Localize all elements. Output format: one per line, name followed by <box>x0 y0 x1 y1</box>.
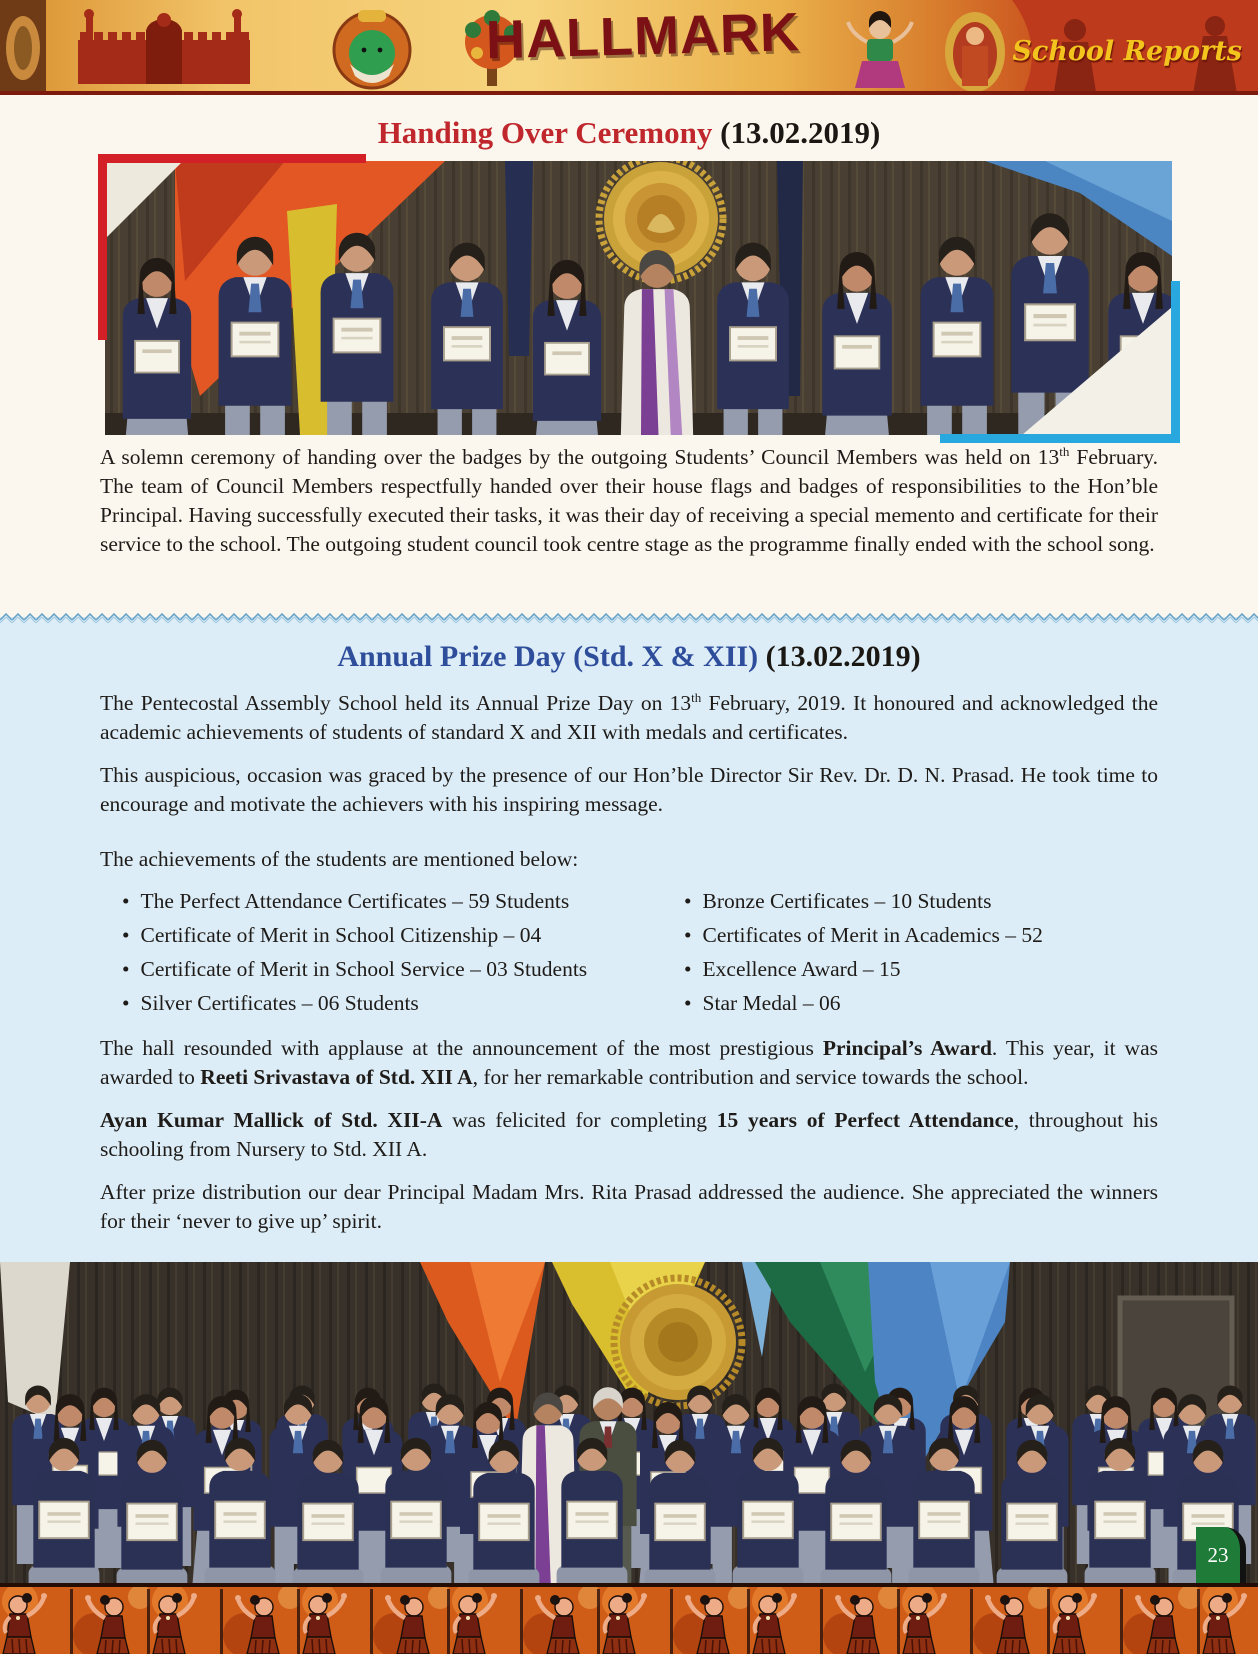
paragraph-text: February, 2019. It honoured and acknowledged the academic achievements of students of standard X and XII with medals and certificates. <box>100 691 1158 744</box>
heading-text: Annual Prize Day (Std. X & XII) <box>337 640 759 673</box>
paragraph-text: A solemn ceremony of handing over the badges by the outgoing Students’ Council Members was held on 13 <box>100 445 1060 469</box>
photo-corner-fold-bottomright <box>1022 307 1172 435</box>
paragraph-text: . This year, it was awarded to <box>100 1036 1158 1089</box>
list-item: • The Perfect Attendance Certificates – 59 Students <box>122 884 662 918</box>
list-item: • Bronze Certificates – 10 Students <box>684 884 1158 918</box>
paragraph-text: was felicited for completing <box>442 1108 717 1132</box>
photo-corner-fold-topleft <box>105 161 183 239</box>
handing-over-photo <box>105 161 1172 435</box>
achievements-intro: The achievements of the students are mentioned below: <box>100 847 579 871</box>
heading-date: (13.02.2019) <box>712 115 881 150</box>
achievements-list-right <box>662 884 1158 1020</box>
page-number: 23 <box>1207 1542 1229 1567</box>
list-item: • Certificate of Merit in School Citizenship – 04 <box>122 918 662 952</box>
achievements-list-left <box>100 884 662 1020</box>
paragraph-text: , throughout his schooling from Nursery to Std. XII A. <box>100 1108 1159 1161</box>
list-item: • Certificates of Merit in Academics – 52 <box>684 918 1158 952</box>
photo-frame-red-top <box>98 154 366 163</box>
student-name: Ayan Kumar Mallick of Std. XII-A <box>100 1108 443 1132</box>
photo-frame-cyan-right <box>1171 281 1180 443</box>
list-item: • Excellence Award – 15 <box>684 952 1158 986</box>
photo-frame-red-left <box>98 154 107 340</box>
prize-day-intro-paragraph <box>100 689 1158 747</box>
attendance-paragraph <box>100 1106 1158 1164</box>
wavy-divider <box>0 611 1258 623</box>
heading-text: Handing Over Ceremony <box>377 115 713 150</box>
magazine-title: HALLMARK <box>485 2 801 71</box>
achievements-list <box>100 884 1158 1020</box>
paragraph-text: February. The team of Council Members respectfully handed over their house flags and badges of responsibilities to the Hon’ble Principal. Having successfully executed their tasks, it was their day of receiving a special memento and certificate for their service to the school. The outgoing student council took centre stage as the programme finally ended with the school song. <box>100 445 1158 556</box>
prize-day-group-photo <box>0 1262 1258 1583</box>
paragraph-text: The Pentecostal Assembly School held its Annual Prize Day on 13 <box>100 691 692 715</box>
handing-over-photo-image <box>105 161 1172 435</box>
principal-award-paragraph <box>100 1034 1158 1092</box>
closing-paragraph: After prize distribution our dear Principal Madam Mrs. Rita Prasad addressed the audience. She appreciated the winners for their ‘never to give up’ spirit. <box>100 1180 1158 1233</box>
handing-over-section <box>0 95 1258 617</box>
prize-day-section <box>0 617 1258 1262</box>
list-item: • Star Medal – 06 <box>684 986 1158 1020</box>
list-item: • Silver Certificates – 06 Students <box>122 986 662 1020</box>
achievement-name: 15 years of Perfect Attendance <box>716 1108 1014 1132</box>
photo-frame-cyan-bottom <box>940 434 1180 443</box>
prize-day-heading <box>100 639 1158 675</box>
page-number-badge <box>1196 1527 1246 1583</box>
ordinal-superscript: th <box>1059 443 1070 459</box>
section-tagline: School Reports <box>1012 36 1242 67</box>
paragraph-text: , for her remarkable contribution and service towards the school. <box>472 1065 1029 1089</box>
handing-over-heading <box>0 115 1258 151</box>
awardee-name: Reeti Srivastava of Std. XII A <box>200 1065 473 1089</box>
ordinal-superscript: th <box>691 689 702 705</box>
director-paragraph: This auspicious, occasion was graced by the presence of our Hon’ble Director Sir Rev. Dr. D. N. Prasad. He took time to encourage and motivate the achievers with his inspiring message. <box>100 763 1158 816</box>
heading-date: (13.02.2019) <box>758 640 921 673</box>
header-banner <box>0 0 1258 95</box>
award-name: Principal’s Award <box>822 1036 992 1060</box>
handing-over-paragraph <box>100 443 1158 559</box>
footer-folk-art-border <box>0 1583 1258 1654</box>
paragraph-text: The hall resounded with applause at the announcement of the most prestigious <box>100 1036 823 1060</box>
list-item: • Certificate of Merit in School Service – 03 Students <box>122 952 662 986</box>
